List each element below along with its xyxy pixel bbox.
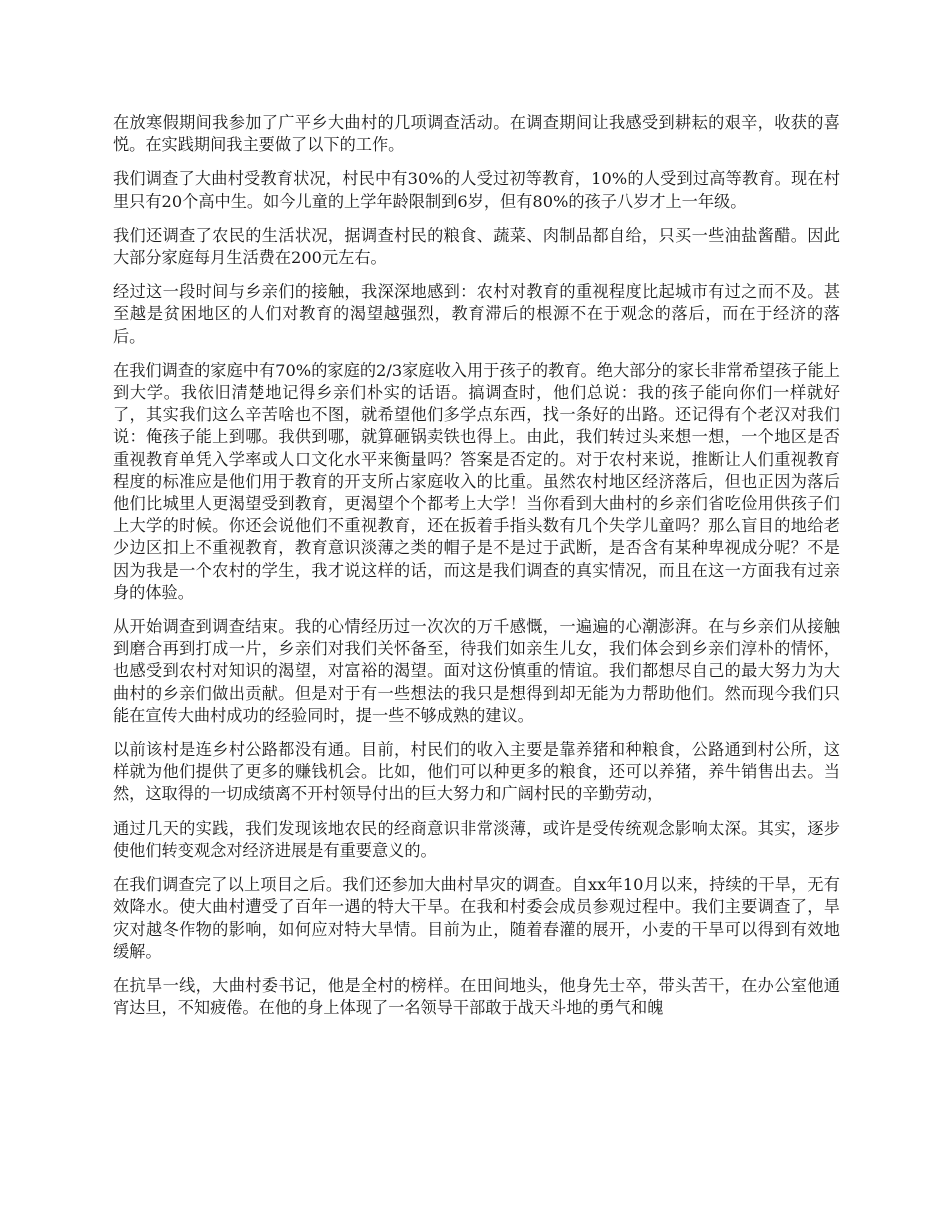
paragraph-9: 在我们调查完了以上项目之后。我们还参加大曲村旱灾的调查。自xx年10月以来，持续的干旱，无有效降水。使大曲村遭受了百年一遇的特大干旱。在我和村委会成员参观过程中。我们主要调查了，旱灾对越冬作物的影响，如何应对特大旱情。目前为止，随着春灌的展开，小麦的干旱可以得到有效地缓解。 xyxy=(113,875,840,961)
paragraph-4: 经过这一段时间与乡亲们的接触，我深深地感到：农村对教育的重视程度比起城市有过之而不及。甚至越是贫困地区的人们对教育的渴望越强烈，教育滞后的根源不在于观念的落后，而在于经济的落后。 xyxy=(113,282,840,346)
document-body xyxy=(113,112,840,1230)
paragraph-1: 在放寒假期间我参加了广平乡大曲村的几项调查活动。在调查期间让我感受到耕耘的艰辛，收获的喜悦。在实践期间我主要做了以下的工作。 xyxy=(113,113,840,155)
paragraph-5: 在我们调查的家庭中有70%的家庭的2/3家庭收入用于孩子的教育。绝大部分的家长非常希望孩子能上到大学。我依旧清楚地记得乡亲们朴实的话语。搞调查时，他们总说：我的孩子能向你们一样就好了，其实我们这么辛苦啥也不图，就希望他们多学点东西，找一条好的出路。还记得有个老汉对我们说：俺孩子能上到哪。我供到哪，就算砸锅卖铁也得上。由此，我们转过头来想一想，一个地区是否重视教育单凭入学率或人口文化水平来衡量吗？答案是否定的。对于农村来说，推断让人们重视教育程度的标准应是他们用于教育的开支所占家庭收入的比重。虽然农村地区经济落后，但也正因为落后他们比城里人更渴望受到教育，更渴望个个都考上大学！当你看到大曲村的乡亲们省吃俭用供孩子们上大学的时候。你还会说他们不重视教育，还在扳着手指头数有几个失学儿童吗？那么盲目的地给老少边区扣上不重视教育，教育意识淡薄之类的帽子是不是过于武断，是否含有某种卑视成分呢？不是因为我是一个农村的学生，我才说这样的话，而这是我们调查的真实情况，而且在这一方面我有过亲身的体验。 xyxy=(113,360,840,602)
paragraph-2: 我们调查了大曲村受教育状况，村民中有30%的人受过初等教育，10%的人受到过高等教育。现在村里只有20个高中生。如今儿童的上学年龄限制到6岁，但有80%的孩子八岁才上一年级。 xyxy=(113,169,840,211)
paragraph-8: 通过几天的实践，我们发现该地农民的经商意识非常淡薄，或许是受传统观念影响太深。其实，逐步使他们转变观念对经济进展是有重要意义的。 xyxy=(113,818,840,860)
paragraph-6: 从开始调查到调查结束。我的心情经历过一次次的万千感慨，一遍遍的心潮澎湃。在与乡亲们从接触到磨合再到打成一片，乡亲们对我们关怀备至，待我们如亲生儿女，我们体会到乡亲们淳朴的情怀，也感受到农村对知识的渴望，对富裕的渴望。面对这份慎重的情谊。我们都想尽自己的最大努力为大曲村的乡亲们做出贡献。但是对于有一些想法的我只是想得到却无能为力帮助他们。然而现今我们只能在宣传大曲村成功的经验同时，提一些不够成熟的建议。 xyxy=(113,617,840,725)
paragraph-7: 以前该村是连乡村公路都没有通。目前，村民们的收入主要是靠养猪和种粮食，公路通到村公所，这样就为他们提供了更多的赚钱机会。比如，他们可以种更多的粮食，还可以养猪，养牛销售出去。当然，这取得的一切成绩离不开村领导付出的巨大努力和广阔村民的辛勤劳动， xyxy=(113,740,840,804)
paragraph-3: 我们还调查了农民的生活状况，据调查村民的粮食、蔬菜、肉制品都自给，只买一些油盐酱醋。因此大部分家庭每月生活费在200元左右。 xyxy=(113,225,840,268)
paragraph-10: 在抗旱一线，大曲村委书记，他是全村的榜样。在田间地头，他身先士卒，带头苦干，在办公室他通宵达旦，不知疲倦。在他的身上体现了一名领导干部敢于战天斗地的勇气和魄 xyxy=(113,975,840,1018)
